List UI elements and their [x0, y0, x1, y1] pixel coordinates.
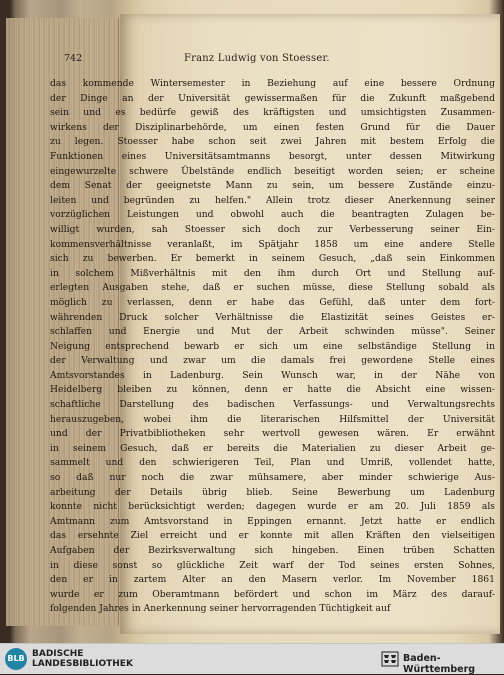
text-line: den er in zartem Alter an den Masern verlor. Im November 1861 [50, 574, 495, 586]
text-line: schaftliche Darstellung des badischen Verfassungs- und Verwaltungsrechts [50, 399, 495, 411]
text-line: herauszugeben, wobei ihm die literarischen Hilfsmittel der Universität [50, 413, 495, 425]
text-line: eingewurzelte schwere Übelstände endlich beseitigt worden seien; er scheine [50, 165, 495, 177]
text-line: der Dinge an der Universität gewissermaßen für die Zukunft maßgebend [50, 92, 495, 104]
footer-bar [0, 643, 504, 674]
running-title: Franz Ludwig von Stoesser. [184, 53, 330, 64]
text-line: und der Privatbibliotheken sehr wertvoll gewesen wären. Er erwähnt [50, 428, 495, 440]
text-line: zu legen. Stoesser habe schon seit zwei Jahren mit bestem Erfolg die [50, 136, 495, 148]
text-line: wurde er zum Oberamtmann befördert und schon im März des darauf- [50, 588, 495, 600]
text-line: wirkens der Disziplinarbehörde, um einen festen Grund für die Dauer [50, 121, 495, 133]
text-line: Aufgaben der Bezirksverwaltung sich hingeben. Einen trüben Schatten [50, 545, 495, 556]
text-line: der Verwaltung und zwar um die damals frei gewordene Stelle eines [50, 355, 495, 367]
text-line: schlaffen und Energie und Mut der Arbeit schwinden müsse". Seiner [50, 326, 495, 338]
text-line: währenden Druck solcher Verhältnisse die Elastizität seines Geistes er- [50, 311, 495, 323]
page-number: 742 [64, 53, 83, 64]
text-line: sammelt und den schwierigeren Teil, Plan und Umriß, vollendet hatte, [50, 457, 495, 469]
text-line: folgenden Jahres in Anerkennung seiner hervorragenden Tüchtigkeit auf [50, 603, 391, 615]
page-header [64, 53, 474, 67]
text-line: in solchem Mißverhältnis mit den ihm durch Ort und Stellung auf- [50, 267, 495, 279]
body-text [50, 77, 495, 617]
text-line: Heidelberg bleiben zu können, denn er hatte die Absicht eine wissen- [50, 384, 495, 396]
text-line: sich zu bewerben. Er bemerkt in seinem Gesuch, „daß sein Einkommen [50, 253, 495, 265]
baden-wuerttemberg-emblem-icon[interactable] [381, 650, 399, 668]
text-line: kommensverhältnisse veranlaßt, im Spätjahr 1858 um eine andere Stelle [50, 238, 495, 250]
text-line: vorzüglichen Leistungen und obwohl auch die beantragten Zulagen be- [50, 209, 495, 221]
text-line: das ersehnte Ziel erreicht und er konnte mit allen Kräften den vielseitigen [50, 530, 495, 542]
blb-name[interactable] [32, 649, 182, 669]
text-line: leiten und begründen zu helfen." Allein trotz dieser Anerkennung seiner [50, 194, 495, 206]
blb-name-line1: BADISCHE [32, 649, 84, 659]
text-line: möglich zu verlassen, denn er habe das Gefühl, daß unter dem fort- [50, 296, 495, 308]
text-line: Neigung entsprechend bewarb er sich um eine selbständige Stellung in [50, 340, 495, 352]
text-line: Amtsvorstandes in Ladenburg. Sein Wunsch war, in der Nähe von [50, 369, 495, 381]
text-line: in diese sonst so glückliche Zeit warf der Tod seines ersten Sohnes, [50, 559, 495, 571]
text-line: willigt wurden, sah Stoesser sich doch zur Verbesserung seiner Ein- [50, 223, 495, 235]
text-line: arbeitung der Details übrig blieb. Seine Bewerbung um Ladenburg [50, 486, 495, 498]
baden-wuerttemberg-name[interactable]: Baden-Württemberg [403, 653, 476, 675]
text-line: Funktionen eines Universitätsamtmanns besorgt, unter dessen Mitwirkung [50, 150, 495, 162]
text-line: in seinem Gesuch, daß er bereits die Materialien zu dieser Arbeit ge- [50, 442, 495, 454]
text-line: dem Senat der geeignetste Mann zu sein, um bessere Zustände einzu- [50, 180, 495, 192]
text-line: sein und es bedürfe gewiß des kräftigsten und umsichtigsten Zusammen- [50, 107, 495, 119]
text-line: Amtmann zum Amtsvorstand in Eppingen ernannt. Jetzt hatte er endlich [50, 515, 495, 527]
text-line: erlegten Ausgaben stehe, daß er suchen müsse, diese Stellung sobald als [50, 282, 495, 294]
blb-name-line2: LANDESBIBLIOTHEK [32, 659, 133, 669]
blb-logo-icon[interactable]: BLB [5, 648, 27, 670]
text-line: so daß nur noch die zwar mühsamere, aber minder schwierige Aus- [50, 472, 495, 484]
text-line: das kommende Wintersemester in Beziehung auf eine bessere Ordnung [50, 78, 495, 89]
text-line: konnte nicht berücksichtigt werden; dagegen wurde er am 20. Juli 1859 als [50, 501, 495, 513]
